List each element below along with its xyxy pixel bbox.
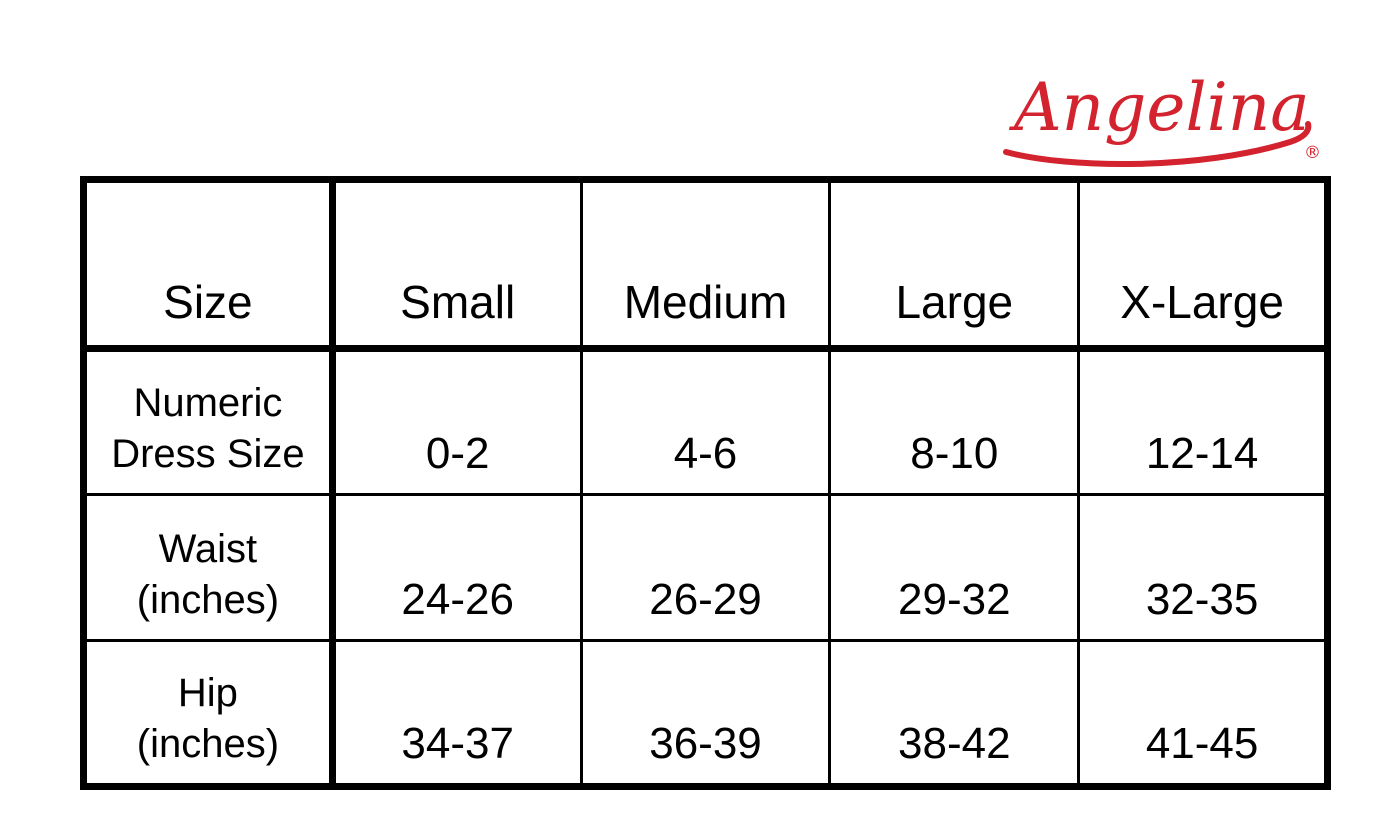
brand-logo: [1000, 66, 1330, 176]
registered-trademark-symbol: ®: [1304, 143, 1321, 163]
row-waist: [84, 495, 1328, 641]
logo-wordmark: Angelina: [1014, 69, 1310, 146]
row-label-numeric-dress-size: [84, 349, 333, 495]
header-cell-xlarge: X-Large: [1079, 180, 1328, 349]
cell-waist-medium: 26-29: [581, 495, 830, 641]
row-label-line: Numeric: [133, 381, 283, 426]
cell-dress-size-xlarge: 12-14: [1079, 349, 1328, 495]
cell-hip-medium: 36-39: [581, 641, 830, 787]
cell-hip-large: 38-42: [830, 641, 1079, 787]
cell-hip-xlarge: 41-45: [1079, 641, 1328, 787]
row-label-hip: [84, 641, 333, 787]
cell-dress-size-large: 8-10: [830, 349, 1079, 495]
row-numeric-dress-size: [84, 349, 1328, 495]
row-label-line: Waist: [158, 527, 258, 572]
header-cell-small: Small: [332, 180, 581, 349]
header-cell-size: Size: [84, 180, 333, 349]
row-label-line: (inches): [136, 577, 280, 622]
cell-waist-small: 24-26: [332, 495, 581, 641]
header-row: [84, 180, 1328, 349]
cell-waist-xlarge: 32-35: [1079, 495, 1328, 641]
header-cell-large: Large: [830, 180, 1079, 349]
size-chart-header: [84, 180, 1328, 349]
size-chart-body: [84, 349, 1328, 787]
cell-hip-small: 34-37: [332, 641, 581, 787]
header-cell-medium: Medium: [581, 180, 830, 349]
cell-dress-size-medium: 4-6: [581, 349, 830, 495]
size-chart-table: [80, 176, 1331, 790]
row-label-line: (inches): [136, 721, 280, 766]
cell-waist-large: 29-32: [830, 495, 1079, 641]
row-hip: [84, 641, 1328, 787]
row-label-line: Hip: [177, 671, 238, 716]
row-label-waist: [84, 495, 333, 641]
cell-dress-size-small: 0-2: [332, 349, 581, 495]
row-label-line: Dress Size: [111, 431, 305, 476]
angelina-logo-icon: [1000, 66, 1330, 176]
